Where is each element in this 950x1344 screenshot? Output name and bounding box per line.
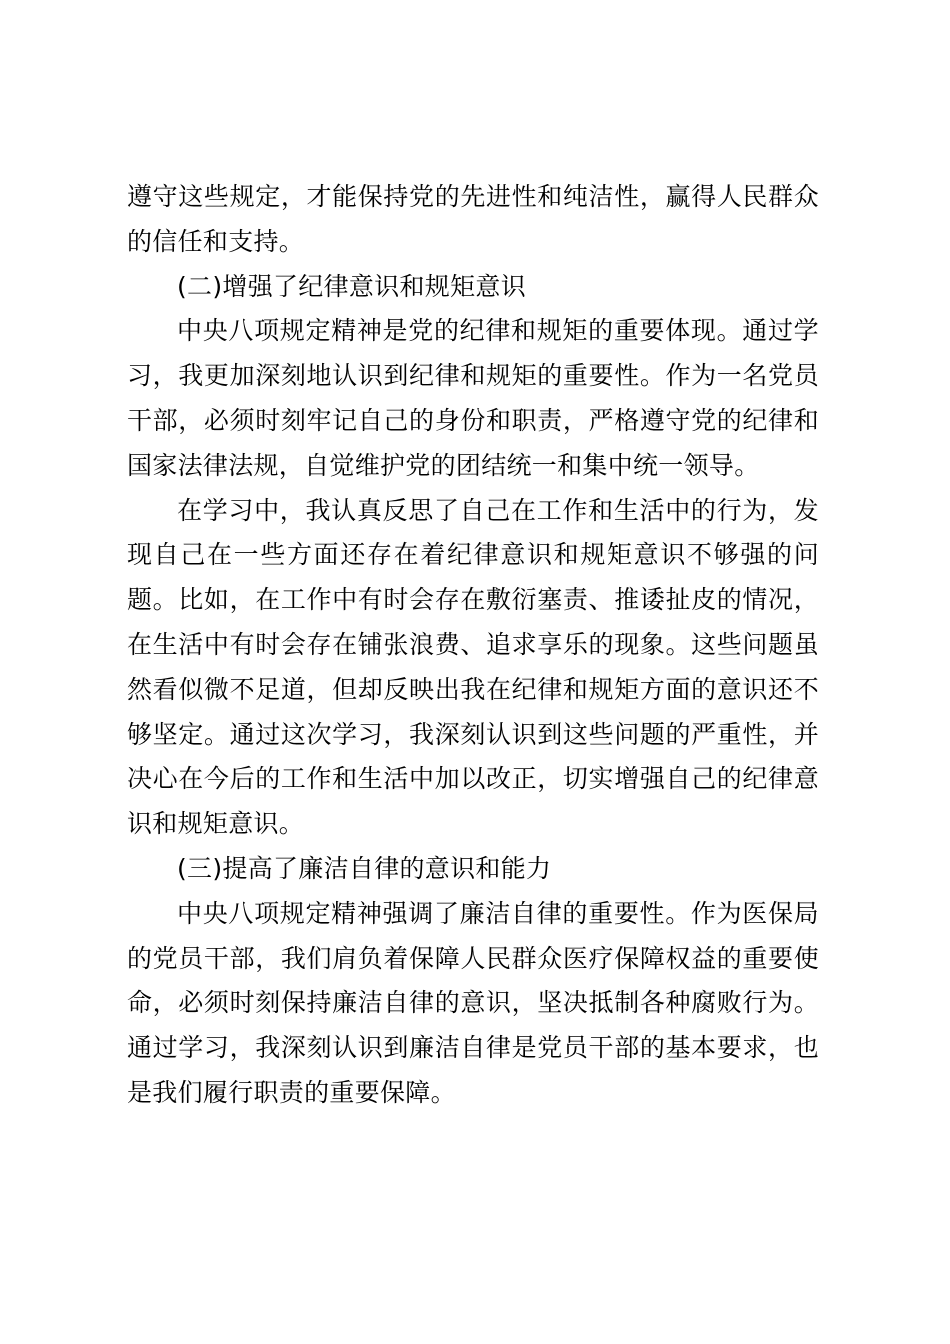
document-body [127,175,819,1116]
paragraph: 在学习中，我认真反思了自己在工作和生活中的行为，发现自己在一些方面还存在着纪律意识和规矩意识不够强的问题。比如，在工作中有时会存在敷衍塞责、推诿扯皮的情况，在生活中有时会存在铺张浪费、追求享乐的现象。这些问题虽然看似微不足道，但却反映出我在纪律和规矩方面的意识还不够坚定。通过这次学习，我深刻认识到这些问题的严重性，并决心在今后的工作和生活中加以改正，切实增强自己的纪律意识和规矩意识。 [127,495,819,839]
paragraph: 中央八项规定精神是党的纪律和规矩的重要体现。通过学习，我更加深刻地认识到纪律和规矩的重要性。作为一名党员干部，必须时刻牢记自己的身份和职责，严格遵守党的纪律和国家法律法规，自觉维护党的团结统一和集中统一领导。 [127,316,819,480]
section-heading-3: (三)提高了廉洁自律的意识和能力 [177,853,552,883]
section-heading-2: (二)增强了纪律意识和规矩意识 [177,271,527,301]
paragraph-continuation: 遵守这些规定，才能保持党的先进性和纯洁性，赢得人民群众的信任和支持。 [127,182,819,256]
paragraph: 中央八项规定精神强调了廉洁自律的重要性。作为医保局的党员干部，我们肩负着保障人民群众医疗保障权益的重要使命，必须时刻保持廉洁自律的意识，坚决抵制各种腐败行为。通过学习，我深刻认识到廉洁自律是党员干部的基本要求，也是我们履行职责的重要保障。 [127,898,819,1107]
